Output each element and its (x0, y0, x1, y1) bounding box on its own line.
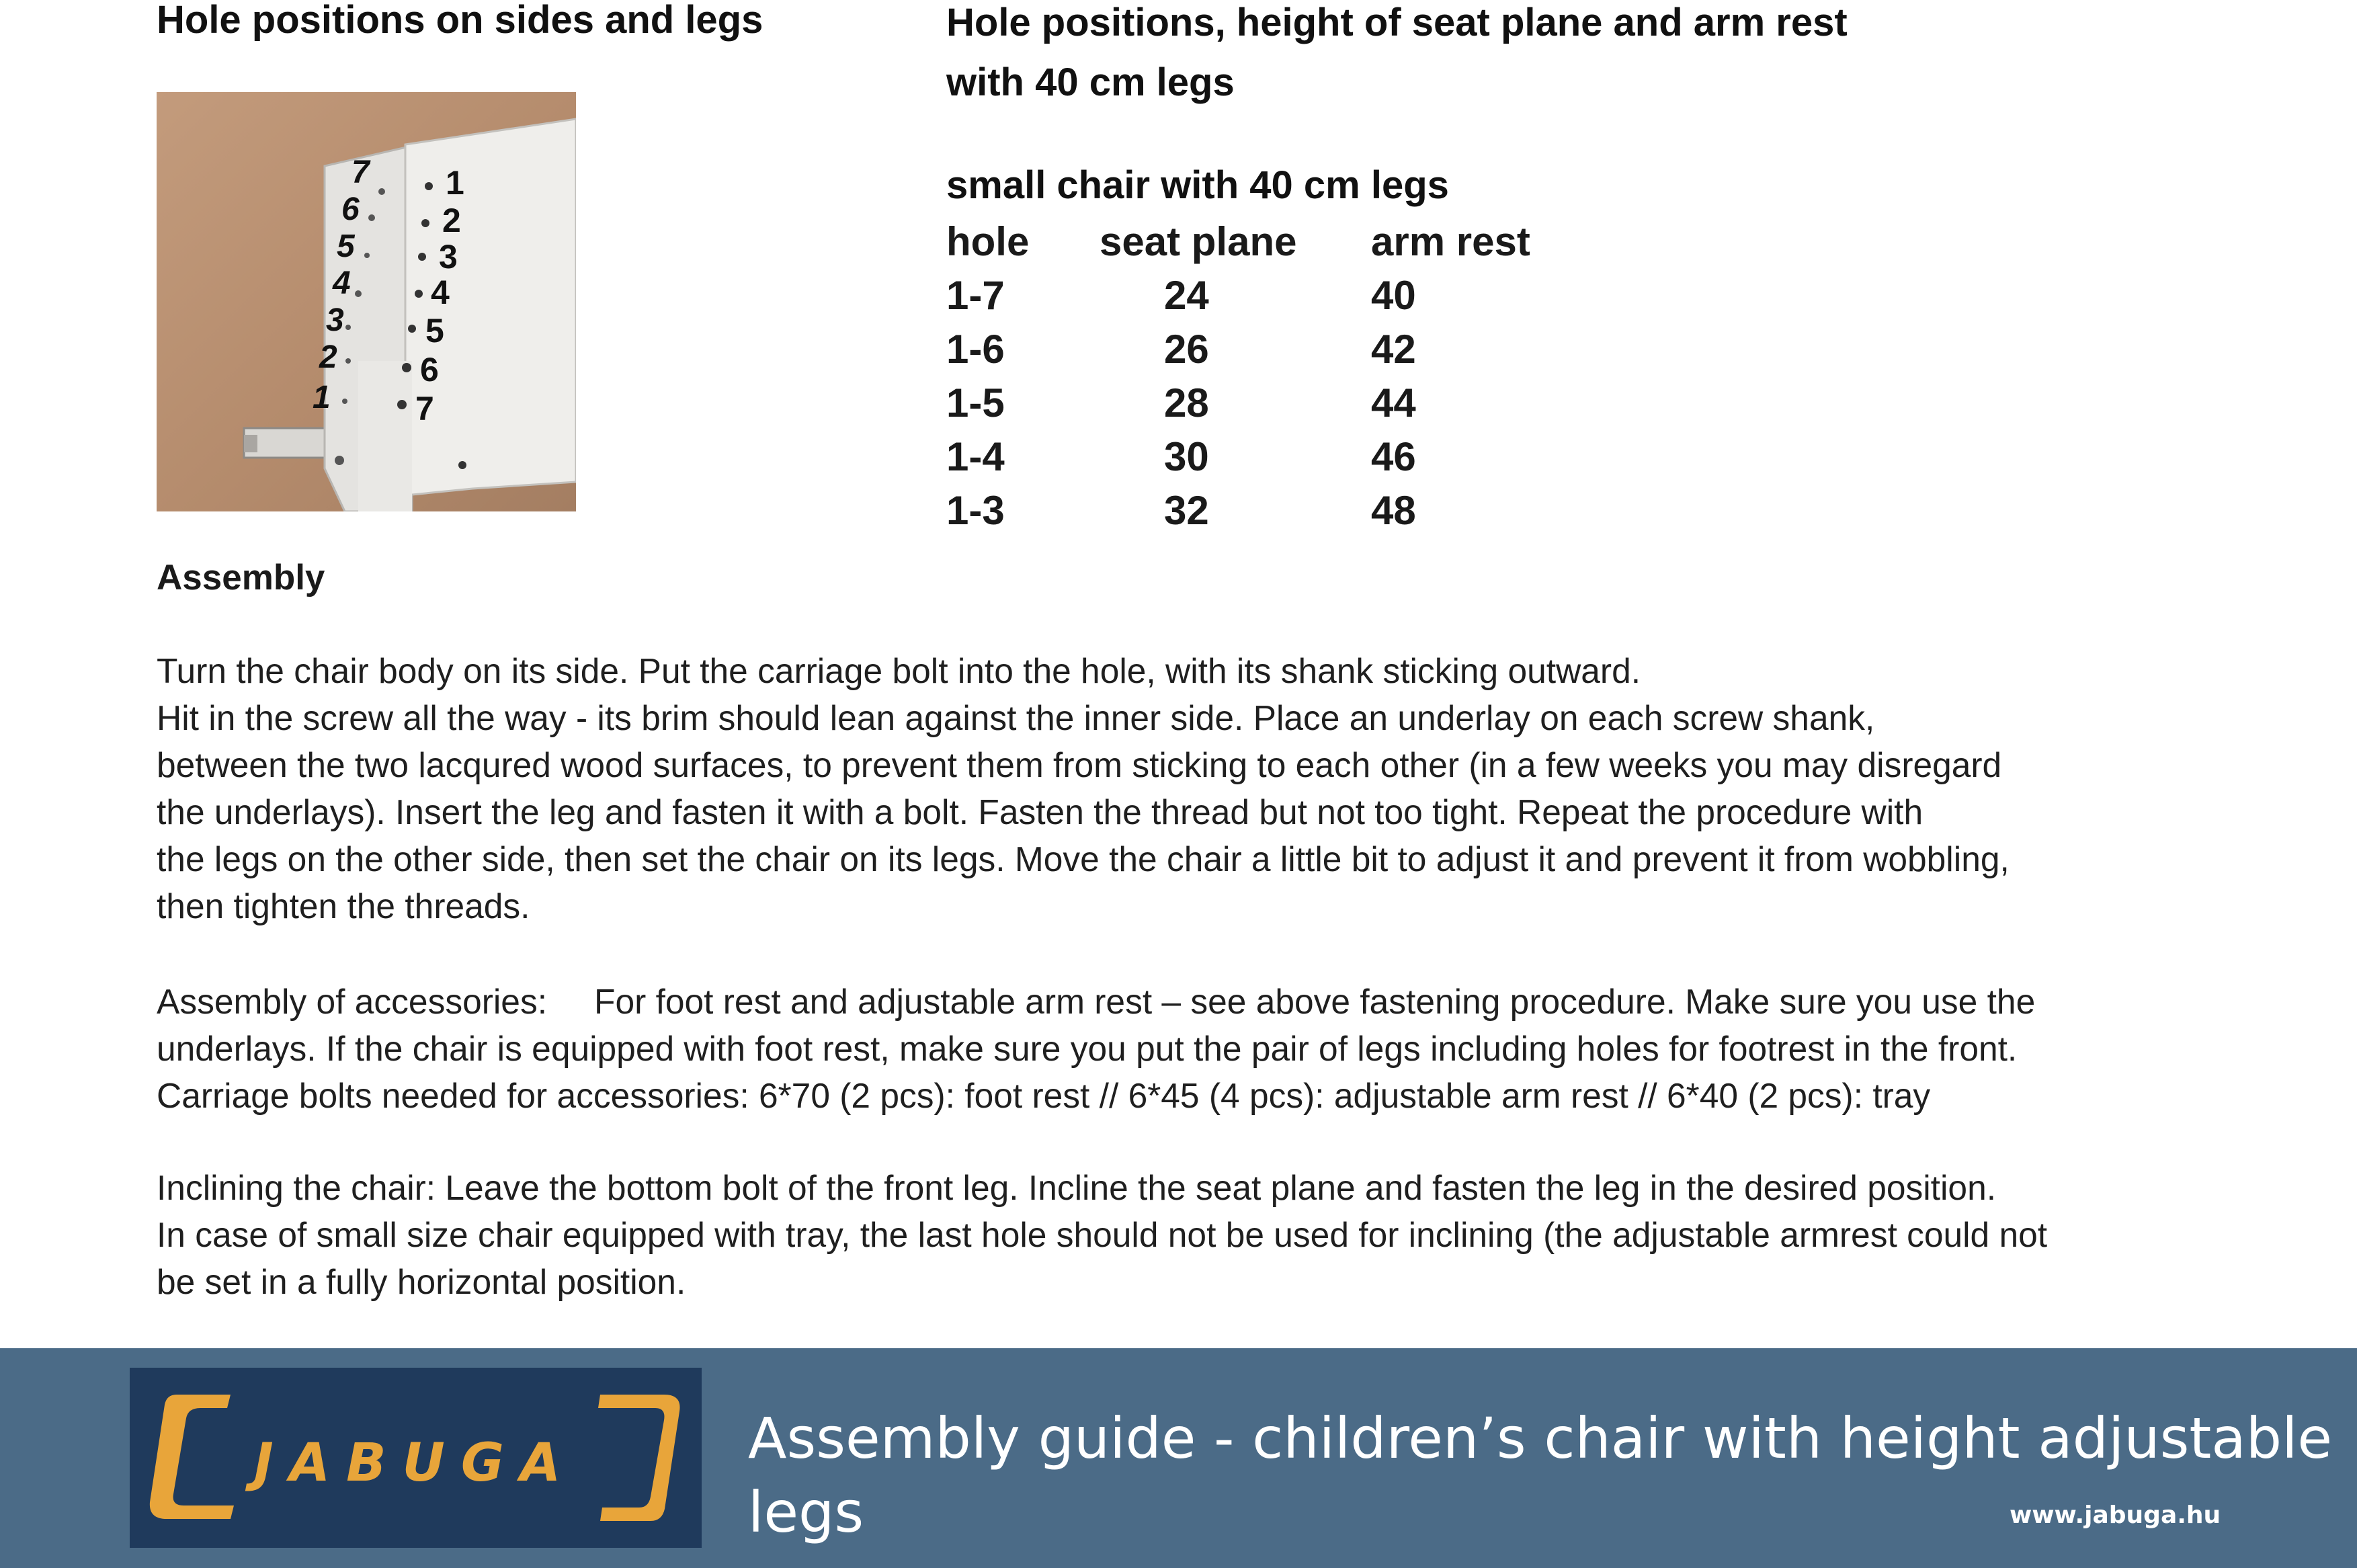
assembly-line: the underlays). Insert the leg and fasten it with a bolt. Fasten the thread but not too tight. Repeat the procedure with (157, 792, 1924, 831)
assembly-heading: Assembly (157, 558, 325, 597)
assembly-instructions (157, 647, 2307, 930)
row-hole: 1-5 (946, 380, 1005, 425)
photo-label-right-2: 2 (442, 202, 461, 239)
photo-label-right-6: 6 (420, 351, 439, 388)
photo-label-right-7: 7 (415, 390, 434, 427)
table-row (946, 269, 1954, 323)
accessories-section (157, 978, 2307, 1119)
photo-label-left-5: 5 (337, 229, 355, 264)
row-arm-rest: 44 (1371, 380, 1416, 425)
left-section-title: Hole positions on sides and legs (157, 0, 763, 42)
row-hole: 1-7 (946, 273, 1005, 318)
photo-label-left-7: 7 (352, 155, 370, 190)
table-row (946, 376, 1954, 430)
column-header-hole: hole (946, 219, 1030, 264)
assembly-line: then tighten the threads. (157, 886, 530, 925)
table-subtitle: small chair with 40 cm legs (946, 163, 1449, 207)
footer-url[interactable]: www.jabuga.hu (2010, 1501, 2221, 1529)
row-seat-plane: 28 (1164, 380, 1209, 425)
assembly-line: the legs on the other side, then set the chair on its legs. Move the chair a little bit to adjust it and prevent it from wobbling, (157, 839, 2010, 878)
photo-label-left-6: 6 (341, 192, 360, 227)
photo-label-left-4: 4 (333, 265, 351, 301)
column-header-arm-rest: arm rest (1371, 219, 1530, 264)
table-row (946, 430, 1954, 484)
row-hole: 1-4 (946, 434, 1005, 479)
assembly-line: between the two lacqured wood surfaces, to prevent them from sticking to each other (in a few weeks you may disregard (157, 745, 2002, 784)
right-section-title-line2: with 40 cm legs (946, 60, 1235, 104)
table-row (946, 484, 1954, 538)
accessories-label: Assembly of accessories: (157, 982, 548, 1021)
right-section-title-line1: Hole positions, height of seat plane and arm rest (946, 1, 1848, 44)
row-seat-plane: 30 (1164, 434, 1209, 479)
photo-label-right-4: 4 (431, 274, 450, 311)
inclining-line: be set in a fully horizontal position. (157, 1262, 686, 1301)
row-seat-plane: 24 (1164, 273, 1209, 318)
photo-label-left-2: 2 (319, 339, 337, 375)
row-arm-rest: 48 (1371, 488, 1416, 533)
jabuga-logo (130, 1368, 702, 1548)
photo-label-left-1: 1 (313, 380, 331, 415)
chair-side-photo-drawing (157, 92, 576, 511)
jabuga-logo-frame (130, 1368, 702, 1548)
photo-label-left-3: 3 (326, 302, 344, 338)
assembly-line: Hit in the screw all the way - its brim should lean against the inner side. Place an underlay on each screw shank, (157, 698, 1875, 737)
column-header-seat-plane: seat plane (1100, 219, 1297, 264)
row-hole: 1-6 (946, 327, 1005, 372)
table-row (946, 323, 1954, 376)
row-seat-plane: 26 (1164, 327, 1209, 372)
hole-position-table (946, 0, 1954, 538)
row-arm-rest: 40 (1371, 273, 1416, 318)
inclining-section (157, 1164, 2307, 1305)
photo-label-right-1: 1 (446, 164, 464, 202)
inclining-line: Inclining the chair: Leave the bottom bolt of the front leg. Incline the seat plane and fasten the leg in the desired position. (157, 1168, 1997, 1207)
photo-label-right-5: 5 (425, 312, 444, 349)
footer-title: Assembly guide - children’s chair with height adjustable legs (748, 1405, 2333, 1545)
row-arm-rest: 42 (1371, 327, 1416, 372)
accessories-line: underlays. If the chair is equipped with foot rest, make sure you put the pair of legs including holes for footrest in the front. (157, 1029, 2018, 1068)
logo-text: JABUGA (253, 1433, 577, 1493)
photo-label-right-3: 3 (439, 238, 458, 276)
accessories-line: For foot rest and adjustable arm rest – see above fastening procedure. Make sure you use the (594, 982, 2036, 1021)
row-arm-rest: 46 (1371, 434, 1416, 479)
inclining-line: In case of small size chair equipped with tray, the last hole should not be used for inclining (the adjustable armrest could not (157, 1215, 2048, 1254)
accessories-line: Carriage bolts needed for accessories: 6*70 (2 pcs): foot rest // 6*45 (4 pcs): adjustable arm rest // 6*40 (2 pcs): tray (157, 1076, 1931, 1115)
chair-side-photo (157, 92, 576, 511)
table-header (946, 215, 1954, 269)
assembly-line: Turn the chair body on its side. Put the carriage bolt into the hole, with its shank sticking outward. (157, 651, 1641, 690)
row-hole: 1-3 (946, 488, 1005, 533)
row-seat-plane: 32 (1164, 488, 1209, 533)
